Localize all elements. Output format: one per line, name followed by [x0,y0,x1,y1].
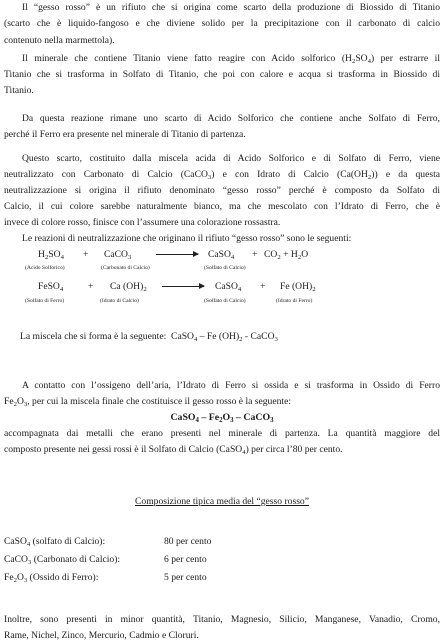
composition-value: 6 per cento [164,554,207,565]
paragraph-1-line-2: (scarto che è liquido-fangoso e che diviene solido per la precipitazione con il carbonato di calcio [4,18,440,29]
paragraph-4-line-4: Calcio, il cui colore sarebbe naturalmente bianco, ma che mescolato con l’Idrato di Ferro, che è [4,201,440,212]
paragraph-4-line-3: neutralizzazione si origina il rifiuto denominato “gesso rosso” perché è composto da Solfato di [4,185,440,196]
plus-sign: + [252,249,258,260]
composition-value: 5 per cento [164,572,207,583]
paragraph-3-line-1: Da questa reazione rimane uno scarto di Acido Solforico che contiene anche Solfato di Ferro, [22,113,440,124]
paragraph-4-line-5: invece di colore rosso, finisce con l’assumere una colorazione rossastra. [4,217,281,228]
caoh2-formula: Ca $(OH)_2$ [110,281,147,293]
paragraph-4-line-1: Questo scarto, costituito dalla miscela acida di Acido Solforico e di Solfato di Ferro, viene [22,153,440,164]
composition-label: $Fe_2O_3$ (Ossido di Ferro): [4,572,99,584]
composition-title: Composizione tipica media del “gesso rosso” [135,496,309,507]
reaction-arrow [162,286,204,287]
paragraph-1-line-1: Il “gesso rosso” è un rifiuto che si origina come scarto della produzione di Biossido di Titanio [22,2,440,13]
label-solfato-calcio: (Solfato di Calcio) [204,298,246,304]
caso4-formula: CaSO$_4$ [208,249,235,261]
plus-sign: + [88,281,94,292]
paragraph-3-line-2: perché il Ferro era presente nel minerale di Titanio di partenza. [4,129,246,140]
closing-line-2: Rame, Nichel, Zinco, Mercurio, Cadmio e Cloruri. [4,630,199,641]
h2so4-formula: $H_2SO_4$ [38,249,64,261]
label-idrato-calcio: (Idrato di Calcio) [100,298,139,304]
label-acido-solforico: (Acido Solforico) [25,265,65,271]
composition-label: CaCO$_3$ (Carbonato di Calcio): [4,554,121,566]
plus-sign: + [83,249,89,260]
mixture-formula: CaSO$_4$ – Fe $(OH)_2$ - CaCO$_3$ [171,331,278,343]
oxidation-line-1: A contatto con l’ossigeno dell’aria, l’Idrato di Ferro si ossida e si trasforma in Ossido di Ferro [22,380,440,391]
closing-line-1: Inoltre, sono presenti in minor quantità, Titanio, Magnesio, Silicio, Manganese, Vanadio, Cromo, [4,614,440,625]
paragraph-1-line-3: contenuto nella marmettola). [4,35,115,46]
final-formula: CaSO$_4$ – $Fe_2O_3$ – CaCO$_3$ [170,412,274,424]
caco3-formula: CaCO$_3$ [104,249,132,261]
paragraph-5: Le reazioni di neutralizzazione che originano il rifiuto “gesso rosso” sono le seguenti: [22,233,352,244]
mixture-line: La miscela che si forma è la seguente: CaSO$_4$ – Fe $(OH)_2$ - CaCO$_3$ [20,331,278,343]
feoh2-formula: Fe $(OH)_2$ [280,281,316,293]
oxidation-line-2: $Fe_2O_3$, per cui la miscela finale che costituisce il gesso rosso è la seguente: [4,396,291,408]
label-idrato-ferro: (Idrato di Ferro) [276,298,313,304]
caso4-formula: CaSO$_4$ [215,281,242,293]
paragraph-2-line-3: Titanio. [4,85,34,96]
paragraph-2-line-2: Titanio che si trasforma in Solfato di Titanio, che poi con calore e acqua si trasforma in Biossido di [4,69,440,80]
label-solfato-calcio: (Solfato di Calcio) [204,265,246,271]
composition-label: CaSO$_4$ (solfato di Calcio): [4,536,106,548]
oxidation-line-3: accompagnata dai metalli che erano presenti nel minerale di partenza. La quantità maggiore del [4,428,440,439]
paragraph-2-line-1: Il minerale che contiene Titanio viene fatto reagire con Acido solforico $(H_2SO_4)$ per estrarre il [22,53,440,65]
label-solfato-ferro: (Solfato di Ferro) [25,298,65,304]
label-carbonato-calcio: (Carbonato di Calcio) [101,265,150,271]
reaction-arrow [156,254,198,255]
composition-value: 80 per cento [164,536,212,547]
co2-h2o-formula: $CO_2 + H_2O$ [264,249,309,261]
plus-sign: + [260,281,266,292]
oxidation-line-4: composto presente nei gessi rossi è il Solfato di Calcio (CaSO$_4$) per circa l’80 per cento. [4,444,343,456]
feso4-formula: FeSO$_4$ [38,281,64,293]
paragraph-4-line-2: neutralizzato con Carbonato di Calcio (CaCO$_3$) e con Idrato di Calcio $(Ca(OH_2))$ e da questa [4,169,441,181]
